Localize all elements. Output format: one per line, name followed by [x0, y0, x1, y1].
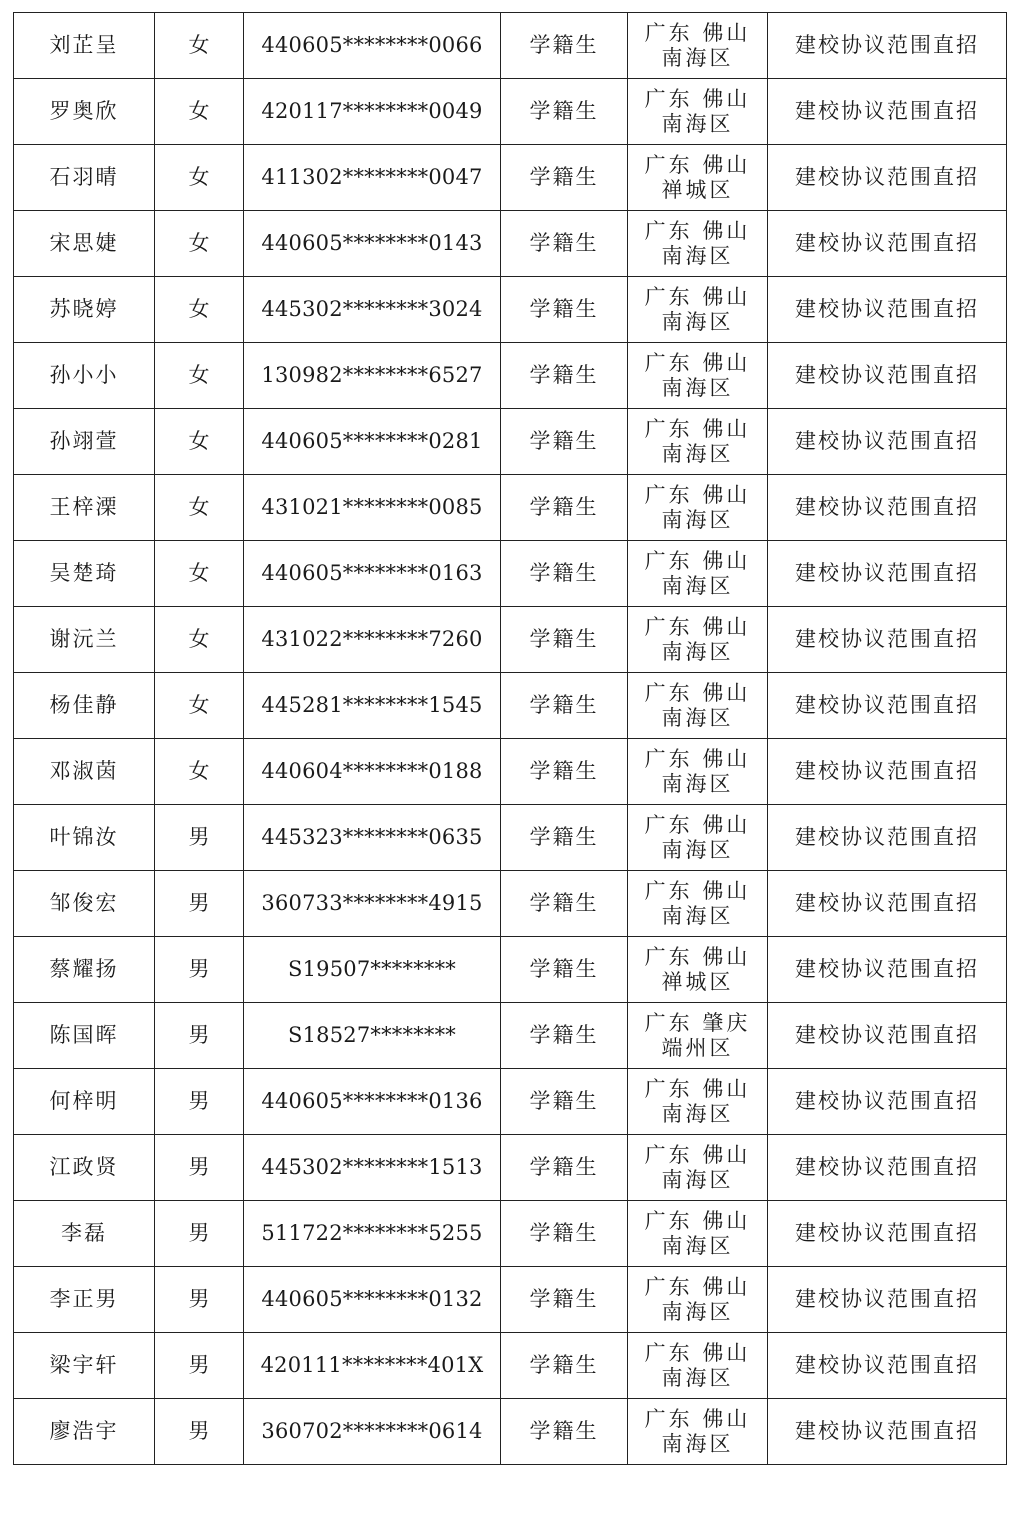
student-type: 学籍生	[501, 409, 628, 475]
region-district: 南海区	[661, 771, 734, 796]
student-region	[628, 277, 768, 343]
student-gender: 女	[155, 145, 244, 211]
student-name: 邹俊宏	[14, 871, 155, 937]
table-row	[14, 13, 1007, 79]
student-name: 廖浩宇	[14, 1399, 155, 1465]
student-region	[628, 211, 768, 277]
region-district: 端州区	[661, 1035, 734, 1060]
student-id-number: 440605********0143	[244, 211, 501, 277]
student-region	[628, 607, 768, 673]
student-name: 陈国晖	[14, 1003, 155, 1069]
region-province-city: 广东 佛山	[644, 483, 751, 508]
admission-method: 建校协议范围直招	[768, 673, 1007, 739]
student-type: 学籍生	[501, 1201, 628, 1267]
region-province-city: 广东 佛山	[644, 747, 751, 772]
admission-method: 建校协议范围直招	[768, 79, 1007, 145]
student-region	[628, 1267, 768, 1333]
student-id-number: 130982********6527	[244, 343, 501, 409]
region-district: 南海区	[661, 1365, 734, 1390]
student-gender: 女	[155, 277, 244, 343]
region-district: 南海区	[661, 45, 734, 70]
table-row	[14, 1201, 1007, 1267]
table-row	[14, 277, 1007, 343]
student-type: 学籍生	[501, 211, 628, 277]
student-name: 杨佳静	[14, 673, 155, 739]
student-gender: 男	[155, 1201, 244, 1267]
student-gender: 男	[155, 1003, 244, 1069]
student-gender: 女	[155, 673, 244, 739]
student-type: 学籍生	[501, 1069, 628, 1135]
admission-method: 建校协议范围直招	[768, 871, 1007, 937]
student-gender: 男	[155, 871, 244, 937]
table-row	[14, 409, 1007, 475]
admission-method: 建校协议范围直招	[768, 211, 1007, 277]
region-province-city: 广东 肇庆	[644, 1011, 751, 1036]
student-region	[628, 673, 768, 739]
admission-method: 建校协议范围直招	[768, 13, 1007, 79]
student-type: 学籍生	[501, 13, 628, 79]
student-type: 学籍生	[501, 79, 628, 145]
region-province-city: 广东 佛山	[644, 351, 751, 376]
table-row	[14, 1069, 1007, 1135]
student-gender: 男	[155, 1135, 244, 1201]
student-name: 孙小小	[14, 343, 155, 409]
region-district: 南海区	[661, 111, 734, 136]
student-region	[628, 343, 768, 409]
student-name: 梁宇轩	[14, 1333, 155, 1399]
admission-method: 建校协议范围直招	[768, 409, 1007, 475]
student-type: 学籍生	[501, 607, 628, 673]
student-region	[628, 1333, 768, 1399]
student-gender: 女	[155, 211, 244, 277]
region-district: 禅城区	[661, 177, 734, 202]
student-gender: 女	[155, 541, 244, 607]
student-id-number: 445302********1513	[244, 1135, 501, 1201]
region-district: 禅城区	[661, 969, 734, 994]
region-district: 南海区	[661, 903, 734, 928]
student-gender: 女	[155, 739, 244, 805]
student-id-number: 445281********1545	[244, 673, 501, 739]
table-row	[14, 739, 1007, 805]
student-name: 蔡耀扬	[14, 937, 155, 1003]
student-type: 学籍生	[501, 475, 628, 541]
table-row	[14, 211, 1007, 277]
student-type: 学籍生	[501, 541, 628, 607]
table-row	[14, 1267, 1007, 1333]
student-name: 宋思婕	[14, 211, 155, 277]
student-id-number: S19507********	[244, 937, 501, 1003]
student-id-number: 440605********0281	[244, 409, 501, 475]
student-name: 李磊	[14, 1201, 155, 1267]
student-name: 何梓明	[14, 1069, 155, 1135]
student-id-number: 431021********0085	[244, 475, 501, 541]
student-gender: 女	[155, 343, 244, 409]
student-region	[628, 79, 768, 145]
table-row	[14, 475, 1007, 541]
student-gender: 女	[155, 607, 244, 673]
admission-method: 建校协议范围直招	[768, 1003, 1007, 1069]
region-province-city: 广东 佛山	[644, 813, 751, 838]
region-district: 南海区	[661, 375, 734, 400]
table-row	[14, 145, 1007, 211]
student-id-number: 411302********0047	[244, 145, 501, 211]
admission-method: 建校协议范围直招	[768, 475, 1007, 541]
admission-method: 建校协议范围直招	[768, 277, 1007, 343]
region-province-city: 广东 佛山	[644, 681, 751, 706]
student-id-number: 440605********0132	[244, 1267, 501, 1333]
region-province-city: 广东 佛山	[644, 945, 751, 970]
student-gender: 女	[155, 475, 244, 541]
student-type: 学籍生	[501, 871, 628, 937]
table-row	[14, 1135, 1007, 1201]
student-gender: 男	[155, 937, 244, 1003]
admission-method: 建校协议范围直招	[768, 1135, 1007, 1201]
student-id-number: 440604********0188	[244, 739, 501, 805]
student-name: 石羽晴	[14, 145, 155, 211]
table-row	[14, 871, 1007, 937]
region-district: 南海区	[661, 1299, 734, 1324]
student-name: 孙翊萱	[14, 409, 155, 475]
region-district: 南海区	[661, 507, 734, 532]
student-region	[628, 13, 768, 79]
region-district: 南海区	[661, 441, 734, 466]
table-row	[14, 1333, 1007, 1399]
student-region	[628, 937, 768, 1003]
region-district: 南海区	[661, 309, 734, 334]
student-region	[628, 871, 768, 937]
student-region	[628, 1399, 768, 1465]
student-id-number: S18527********	[244, 1003, 501, 1069]
table-row	[14, 607, 1007, 673]
student-type: 学籍生	[501, 1003, 628, 1069]
student-region	[628, 1135, 768, 1201]
table-row	[14, 937, 1007, 1003]
student-type: 学籍生	[501, 1267, 628, 1333]
student-id-number: 445302********3024	[244, 277, 501, 343]
student-id-number: 445323********0635	[244, 805, 501, 871]
student-name: 刘芷呈	[14, 13, 155, 79]
table-row	[14, 343, 1007, 409]
admission-method: 建校协议范围直招	[768, 805, 1007, 871]
admission-method: 建校协议范围直招	[768, 541, 1007, 607]
student-gender: 男	[155, 1333, 244, 1399]
region-province-city: 广东 佛山	[644, 21, 751, 46]
admission-method: 建校协议范围直招	[768, 607, 1007, 673]
student-id-number: 440605********0136	[244, 1069, 501, 1135]
student-region	[628, 1003, 768, 1069]
student-gender: 女	[155, 409, 244, 475]
admission-method: 建校协议范围直招	[768, 1399, 1007, 1465]
student-region	[628, 409, 768, 475]
region-district: 南海区	[661, 837, 734, 862]
student-gender: 女	[155, 13, 244, 79]
student-type: 学籍生	[501, 673, 628, 739]
region-province-city: 广东 佛山	[644, 1407, 751, 1432]
table-row	[14, 1003, 1007, 1069]
region-province-city: 广东 佛山	[644, 87, 751, 112]
student-id-number: 420111********401X	[244, 1333, 501, 1399]
region-district: 南海区	[661, 1101, 734, 1126]
student-region	[628, 1069, 768, 1135]
student-name: 罗奥欣	[14, 79, 155, 145]
region-province-city: 广东 佛山	[644, 1275, 751, 1300]
student-name: 叶锦汝	[14, 805, 155, 871]
region-district: 南海区	[661, 573, 734, 598]
student-name: 苏晓婷	[14, 277, 155, 343]
region-province-city: 广东 佛山	[644, 615, 751, 640]
student-gender: 男	[155, 1399, 244, 1465]
region-province-city: 广东 佛山	[644, 219, 751, 244]
student-id-number: 420117********0049	[244, 79, 501, 145]
student-type: 学籍生	[501, 343, 628, 409]
student-region	[628, 475, 768, 541]
student-id-number: 360733********4915	[244, 871, 501, 937]
region-district: 南海区	[661, 639, 734, 664]
region-province-city: 广东 佛山	[644, 417, 751, 442]
admission-method: 建校协议范围直招	[768, 739, 1007, 805]
admission-method: 建校协议范围直招	[768, 1267, 1007, 1333]
student-region	[628, 1201, 768, 1267]
region-province-city: 广东 佛山	[644, 1077, 751, 1102]
table-row	[14, 541, 1007, 607]
table-row	[14, 1399, 1007, 1465]
student-gender: 女	[155, 79, 244, 145]
region-district: 南海区	[661, 1233, 734, 1258]
region-district: 南海区	[661, 705, 734, 730]
student-id-number: 511722********5255	[244, 1201, 501, 1267]
region-district: 南海区	[661, 1167, 734, 1192]
admission-method: 建校协议范围直招	[768, 145, 1007, 211]
admission-method: 建校协议范围直招	[768, 1069, 1007, 1135]
table-row	[14, 805, 1007, 871]
student-name: 吴楚琦	[14, 541, 155, 607]
table-row	[14, 673, 1007, 739]
student-region	[628, 805, 768, 871]
student-gender: 男	[155, 1267, 244, 1333]
student-type: 学籍生	[501, 145, 628, 211]
student-type: 学籍生	[501, 1399, 628, 1465]
region-province-city: 广东 佛山	[644, 1341, 751, 1366]
student-region	[628, 739, 768, 805]
student-region	[628, 541, 768, 607]
student-type: 学籍生	[501, 805, 628, 871]
region-province-city: 广东 佛山	[644, 1209, 751, 1234]
student-type: 学籍生	[501, 1333, 628, 1399]
admission-method: 建校协议范围直招	[768, 1333, 1007, 1399]
region-district: 南海区	[661, 243, 734, 268]
region-province-city: 广东 佛山	[644, 153, 751, 178]
student-region	[628, 145, 768, 211]
student-gender: 男	[155, 1069, 244, 1135]
student-gender: 男	[155, 805, 244, 871]
student-id-number: 440605********0163	[244, 541, 501, 607]
student-name: 邓淑茵	[14, 739, 155, 805]
student-name: 谢沅兰	[14, 607, 155, 673]
student-id-number: 440605********0066	[244, 13, 501, 79]
admission-method: 建校协议范围直招	[768, 1201, 1007, 1267]
student-type: 学籍生	[501, 277, 628, 343]
student-roster-table	[13, 12, 1007, 1465]
admission-method: 建校协议范围直招	[768, 937, 1007, 1003]
region-district: 南海区	[661, 1431, 734, 1456]
student-id-number: 431022********7260	[244, 607, 501, 673]
student-name: 江政贤	[14, 1135, 155, 1201]
region-province-city: 广东 佛山	[644, 1143, 751, 1168]
region-province-city: 广东 佛山	[644, 549, 751, 574]
region-province-city: 广东 佛山	[644, 879, 751, 904]
student-type: 学籍生	[501, 739, 628, 805]
roster-body	[14, 13, 1007, 1465]
student-id-number: 360702********0614	[244, 1399, 501, 1465]
student-type: 学籍生	[501, 1135, 628, 1201]
admission-method: 建校协议范围直招	[768, 343, 1007, 409]
region-province-city: 广东 佛山	[644, 285, 751, 310]
student-name: 王梓溧	[14, 475, 155, 541]
table-row	[14, 79, 1007, 145]
student-type: 学籍生	[501, 937, 628, 1003]
student-name: 李正男	[14, 1267, 155, 1333]
